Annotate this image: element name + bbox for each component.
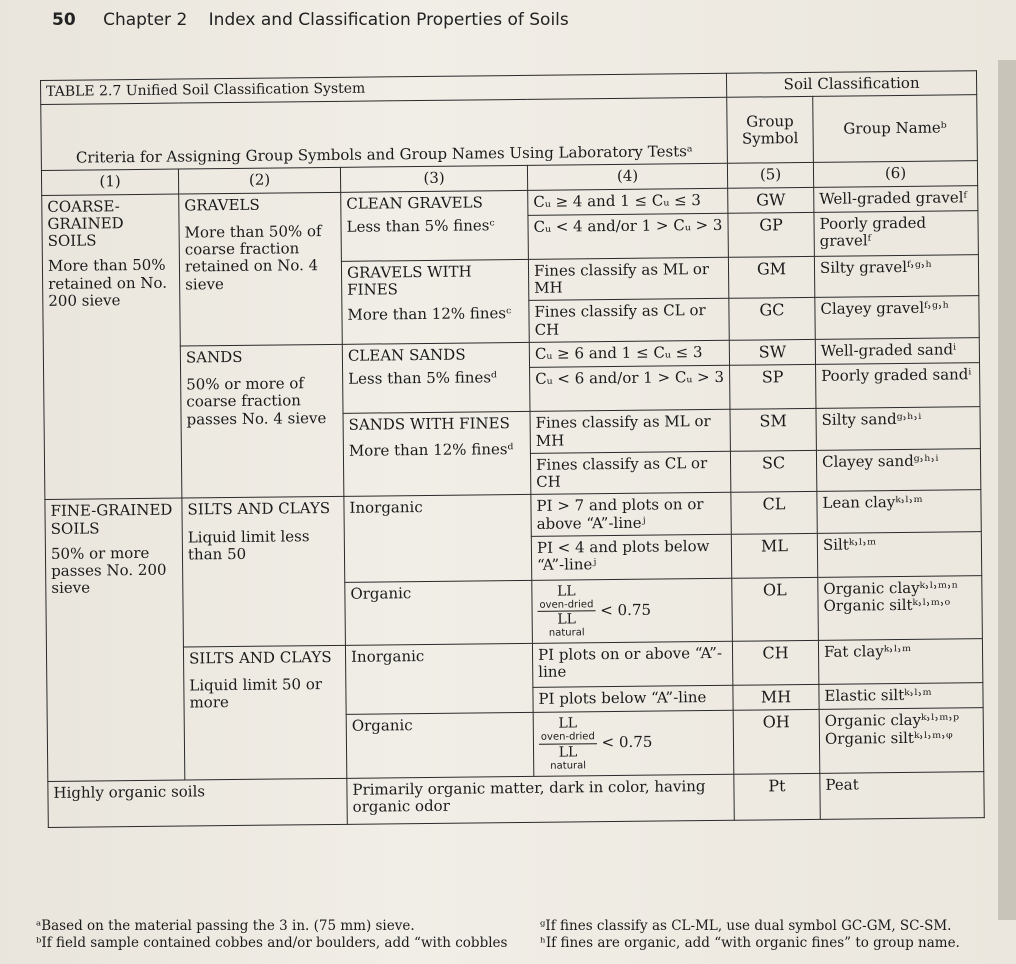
name-gw: Well-graded gravelᶠ	[814, 185, 978, 212]
footnotes-right	[540, 918, 960, 952]
sands-cell	[180, 344, 344, 498]
chapter-title: Index and Classification Properties of Soils	[208, 10, 569, 30]
criteria-pt: Primarily organic matter, dark in color, having organic odor	[347, 774, 734, 824]
chapter-label: Chapter 2	[103, 10, 188, 30]
criteria-sw: Cᵤ ≥ 6 and 1 ≤ Cᵤ ≤ 3	[529, 340, 729, 367]
name-ol-silt: Organic siltᵏ˒ˡ˒ᵐ˒ᵒ	[823, 595, 951, 615]
symbol-oh: OH	[733, 710, 820, 774]
sands-fines-cell	[343, 412, 531, 497]
clean-gravels-cell	[341, 190, 529, 261]
name-pt: Peat	[820, 771, 984, 819]
coarse-title: COARSE-GRAINED SOILS	[47, 196, 124, 250]
ll-ratio-low	[537, 583, 595, 640]
footnote-a: ᵃBased on the material passing the 3 in. (75 mm) sieve.	[36, 918, 415, 934]
ll-ratio-low-num: LL oven-dried	[537, 583, 595, 612]
highly-organic-cell: Highly organic soils	[48, 778, 347, 827]
organic-low-cell: Organic	[345, 580, 533, 645]
clean-sands-cell	[342, 342, 530, 413]
clean-gravels-title: CLEAN GRAVELS	[346, 192, 483, 213]
name-sc: Clayey sandᵍ˒ʰ˒ⁱ	[816, 448, 980, 491]
coarse-grained-cell	[42, 194, 182, 500]
fine-grained-cell	[45, 498, 185, 781]
col-num-4: (4)	[527, 164, 727, 190]
criteria-heading: Criteria for Assigning Group Symbols and Group Names Using Laboratory Testsᵃ	[41, 98, 728, 171]
symbol-gw: GW	[728, 187, 814, 213]
criteria-sm: Fines classify as ML or MH	[530, 410, 730, 454]
organic-high-cell: Organic	[346, 713, 534, 778]
ll-ratio-high-num: LL oven-dried	[539, 716, 597, 745]
fine-desc: 50% or more passes No. 200 sieve	[50, 543, 167, 598]
inorganic-high-cell: Inorganic	[345, 643, 533, 714]
criteria-cl: PI > 7 and plots on or above “A”-lineʲ	[531, 493, 731, 537]
name-oh	[819, 708, 984, 773]
criteria-sc: Fines classify as CL or CH	[530, 451, 730, 495]
gravels-fines-title: GRAVELS WITH FINES	[346, 262, 472, 299]
page-header	[52, 10, 569, 30]
sands-fines-title: SANDS WITH FINES	[348, 414, 510, 435]
ll-ratio-high	[539, 716, 597, 773]
silts-low-cell	[182, 497, 346, 647]
col-num-6: (6)	[813, 161, 977, 187]
clean-gravels-desc: Less than 5% finesᶜ	[346, 215, 495, 236]
col-num-2: (2)	[178, 168, 340, 194]
name-sw: Well-graded sandⁱ	[815, 338, 979, 365]
sands-title: SANDS	[185, 347, 243, 367]
silts-low-title: SILTS AND CLAYS	[187, 499, 331, 519]
criteria-ch: PI plots on or above “A”-line	[532, 641, 732, 687]
soil-classification-heading: Soil Classification	[726, 71, 976, 98]
criteria-gc: Fines classify as CL or CH	[529, 299, 729, 343]
symbol-gc: GC	[729, 298, 815, 340]
criteria-gm: Fines classify as ML or MH	[528, 257, 728, 301]
clean-sands-desc: Less than 5% finesᵈ	[348, 368, 498, 388]
gravels-title: GRAVELS	[184, 195, 260, 214]
silts-high-desc: Liquid limit 50 or more	[189, 675, 323, 712]
footnote-b: ᵇIf field sample contained cobbes and/or boulders, add “with cobbles	[36, 934, 508, 951]
symbol-pt: Pt	[734, 773, 820, 820]
criteria-gp: Cᵤ < 4 and/or 1 > Cᵤ > 3	[528, 213, 728, 259]
usc-table	[40, 70, 985, 827]
name-gc: Clayey gravelᶠ˒ᵍ˒ʰ	[815, 296, 979, 339]
ll-ratio-low-den: LL natural	[548, 611, 585, 640]
col-num-5: (5)	[727, 163, 813, 188]
ll-ratio-high-relation: < 0.75	[601, 733, 653, 752]
symbol-cl: CL	[731, 492, 817, 534]
footnote-g: ᵍIf fines classify as CL-ML, use dual symbol GC-GM, SC-SM.	[540, 918, 952, 934]
ll-ratio-low-relation: < 0.75	[600, 600, 652, 620]
name-gm: Silty gravelᶠ˒ᵍ˒ʰ	[814, 255, 978, 298]
col-num-3: (3)	[340, 166, 527, 192]
criteria-oh	[533, 711, 734, 776]
name-ol-clay: Organic clayᵏ˒ˡ˒ᵐ˒ⁿ	[823, 578, 959, 598]
symbol-sm: SM	[730, 409, 816, 451]
gravels-desc: More than 50% of coarse fraction retained on No. 4 sieve	[184, 221, 322, 293]
name-sm: Silty sandᵍ˒ʰ˒ⁱ	[816, 407, 980, 450]
name-ml: Siltᵏ˒ˡ˒ᵐ	[817, 531, 981, 577]
gravels-cell	[179, 192, 343, 346]
silts-low-desc: Liquid limit less than 50	[187, 526, 310, 564]
symbol-gp: GP	[728, 212, 814, 257]
criteria-ml: PI < 4 and plots below “A”-lineʲ	[531, 534, 731, 580]
symbol-sw: SW	[729, 339, 815, 365]
name-ol	[818, 575, 983, 640]
group-name-heading: Group Nameᵇ	[813, 95, 978, 163]
col-num-1: (1)	[41, 169, 178, 195]
symbol-ml: ML	[731, 533, 817, 578]
symbol-ch: CH	[732, 640, 818, 685]
symbol-mh: MH	[733, 684, 819, 710]
symbol-ol: OL	[732, 577, 819, 641]
footnotes-left	[36, 918, 507, 952]
gravels-fines-desc: More than 12% finesᶜ	[347, 304, 512, 325]
silts-high-title: SILTS AND CLAYS	[188, 647, 332, 668]
criteria-sp: Cᵤ < 6 and/or 1 > Cᵤ > 3	[530, 366, 730, 412]
name-oh-silt: Organic siltᵏ˒ˡ˒ᵐ˒ᵠ	[824, 728, 953, 748]
table-title: TABLE 2.7 Unified Soil Classification System	[41, 73, 727, 104]
name-oh-clay: Organic clayᵏ˒ˡ˒ᵐ˒ᵖ	[824, 710, 960, 731]
name-gp: Poorly graded gravelᶠ	[814, 211, 978, 257]
name-cl: Lean clayᵏ˒ˡ˒ᵐ	[817, 490, 981, 533]
fine-title: FINE-GRAINED SOILS	[50, 500, 173, 538]
criteria-gw: Cᵤ ≥ 4 and 1 ≤ Cᵤ ≤ 3	[528, 188, 728, 215]
coarse-desc: More than 50% retained on No. 200 sieve	[47, 255, 168, 310]
page-number: 50	[52, 10, 76, 30]
inorganic-low-cell: Inorganic	[344, 495, 532, 582]
page-edge	[998, 60, 1016, 920]
criteria-mh: PI plots below “A”-line	[533, 685, 733, 712]
footnote-h: ʰIf fines are organic, add “with organic fines” to group name.	[540, 934, 960, 951]
sands-fines-desc: More than 12% finesᵈ	[348, 439, 514, 460]
name-ch: Fat clayᵏ˒ˡ˒ᵐ	[818, 639, 982, 685]
sands-desc: 50% or more of coarse fraction passes No. 4 sieve	[186, 374, 327, 429]
clean-sands-title: CLEAN SANDS	[347, 345, 466, 365]
gravels-fines-cell	[341, 259, 529, 344]
ll-ratio-high-den: LL natural	[550, 744, 587, 772]
group-symbol-heading: Group Symbol	[727, 97, 814, 164]
name-sp: Poorly graded sandⁱ	[816, 363, 980, 409]
name-mh: Elastic siltᵏ˒ˡ˒ᵐ	[819, 683, 983, 710]
symbol-gm: GM	[728, 256, 814, 298]
symbol-sp: SP	[730, 365, 816, 410]
symbol-sc: SC	[730, 450, 816, 492]
criteria-ol	[532, 578, 733, 643]
silts-high-cell	[183, 645, 346, 779]
